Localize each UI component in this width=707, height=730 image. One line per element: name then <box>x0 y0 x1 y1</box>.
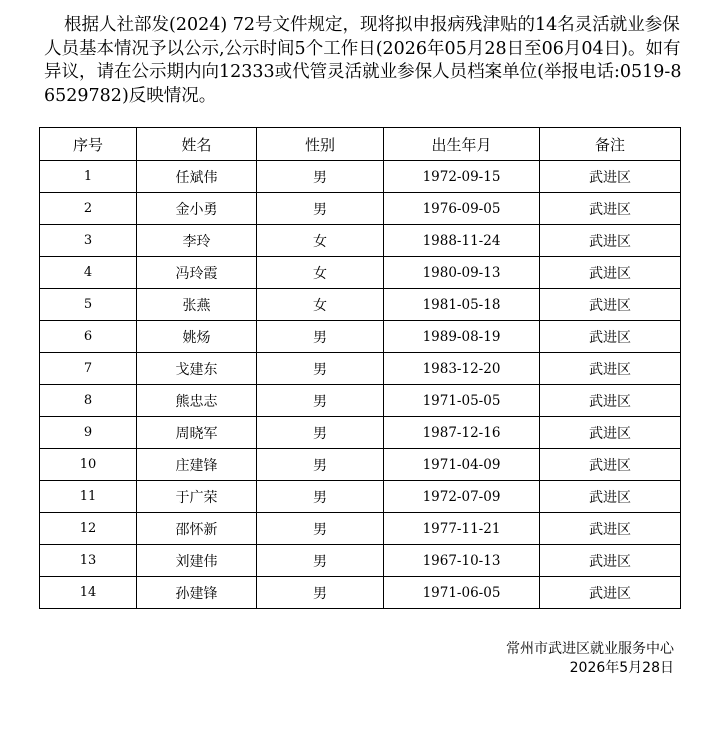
cell-name: 庄建锋 <box>137 449 257 481</box>
table-row <box>40 417 681 449</box>
cell-dob: 1976-09-05 <box>384 193 540 225</box>
cell-dob: 1983-12-20 <box>384 353 540 385</box>
table-row <box>40 225 681 257</box>
cell-note: 武进区 <box>540 193 681 225</box>
cell-dob: 1967-10-13 <box>384 545 540 577</box>
table-row <box>40 577 681 609</box>
cell-name: 邵怀新 <box>137 513 257 545</box>
cell-sex: 男 <box>257 417 384 449</box>
cell-seq: 4 <box>40 257 137 289</box>
cell-seq: 14 <box>40 577 137 609</box>
cell-note: 武进区 <box>540 385 681 417</box>
cell-note: 武进区 <box>540 257 681 289</box>
cell-name: 于广荣 <box>137 481 257 513</box>
cell-name: 张燕 <box>137 289 257 321</box>
table-row <box>40 289 681 321</box>
cell-sex: 男 <box>257 481 384 513</box>
cell-sex: 男 <box>257 161 384 193</box>
cell-sex: 男 <box>257 577 384 609</box>
table-row <box>40 545 681 577</box>
cell-sex: 男 <box>257 353 384 385</box>
table-row <box>40 449 681 481</box>
cell-dob: 1972-07-09 <box>384 481 540 513</box>
cell-note: 武进区 <box>540 577 681 609</box>
cell-sex: 女 <box>257 289 384 321</box>
cell-note: 武进区 <box>540 513 681 545</box>
applicant-table <box>39 127 681 609</box>
cell-name: 任斌伟 <box>137 161 257 193</box>
cell-seq: 10 <box>40 449 137 481</box>
cell-name: 戈建东 <box>137 353 257 385</box>
signature-block <box>506 640 674 678</box>
cell-seq: 7 <box>40 353 137 385</box>
table-row <box>40 161 681 193</box>
cell-sex: 女 <box>257 257 384 289</box>
cell-note: 武进区 <box>540 417 681 449</box>
table-row <box>40 353 681 385</box>
cell-dob: 1989-08-19 <box>384 321 540 353</box>
header-name: 姓名 <box>137 128 257 161</box>
cell-name: 孙建锋 <box>137 577 257 609</box>
cell-note: 武进区 <box>540 321 681 353</box>
cell-sex: 男 <box>257 385 384 417</box>
cell-sex: 女 <box>257 225 384 257</box>
cell-dob: 1988-11-24 <box>384 225 540 257</box>
table-row <box>40 321 681 353</box>
header-seq: 序号 <box>40 128 137 161</box>
cell-seq: 5 <box>40 289 137 321</box>
cell-dob: 1977-11-21 <box>384 513 540 545</box>
cell-dob: 1987-12-16 <box>384 417 540 449</box>
cell-note: 武进区 <box>540 449 681 481</box>
cell-seq: 11 <box>40 481 137 513</box>
header-note: 备注 <box>540 128 681 161</box>
cell-note: 武进区 <box>540 161 681 193</box>
cell-name: 冯玲霞 <box>137 257 257 289</box>
header-dob: 出生年月 <box>384 128 540 161</box>
cell-sex: 男 <box>257 545 384 577</box>
cell-note: 武进区 <box>540 225 681 257</box>
cell-name: 姚炀 <box>137 321 257 353</box>
table-row <box>40 513 681 545</box>
cell-seq: 1 <box>40 161 137 193</box>
table-row <box>40 193 681 225</box>
cell-dob: 1981-05-18 <box>384 289 540 321</box>
cell-sex: 男 <box>257 321 384 353</box>
cell-dob: 1972-09-15 <box>384 161 540 193</box>
cell-name: 周晓军 <box>137 417 257 449</box>
cell-name: 李玲 <box>137 225 257 257</box>
cell-note: 武进区 <box>540 289 681 321</box>
cell-note: 武进区 <box>540 481 681 513</box>
cell-note: 武进区 <box>540 545 681 577</box>
cell-dob: 1971-04-09 <box>384 449 540 481</box>
cell-seq: 8 <box>40 385 137 417</box>
cell-name: 金小勇 <box>137 193 257 225</box>
cell-seq: 2 <box>40 193 137 225</box>
issue-date: 2026年5月28日 <box>569 660 674 676</box>
table-body <box>40 161 681 609</box>
table-row <box>40 385 681 417</box>
cell-seq: 9 <box>40 417 137 449</box>
table-row <box>40 257 681 289</box>
cell-seq: 13 <box>40 545 137 577</box>
table-row <box>40 481 681 513</box>
cell-sex: 男 <box>257 193 384 225</box>
header-sex: 性别 <box>257 128 384 161</box>
cell-seq: 3 <box>40 225 137 257</box>
cell-name: 熊忠志 <box>137 385 257 417</box>
cell-name: 刘建伟 <box>137 545 257 577</box>
cell-seq: 12 <box>40 513 137 545</box>
cell-sex: 男 <box>257 449 384 481</box>
issuing-organization: 常州市武进区就业服务中心 <box>506 641 674 657</box>
cell-sex: 男 <box>257 513 384 545</box>
cell-dob: 1971-05-05 <box>384 385 540 417</box>
cell-seq: 6 <box>40 321 137 353</box>
cell-dob: 1971-06-05 <box>384 577 540 609</box>
cell-dob: 1980-09-13 <box>384 257 540 289</box>
cell-note: 武进区 <box>540 353 681 385</box>
notice-paragraph: 根据人社部发(2024) 72号文件规定，现将拟申报病残津贴的14名灵活就业参保人员基本情况予以公示,公示时间5个工作日(2026年05月28日至06月04日)。如有异议，请在公示期内向12333或代管灵活就业参保人员档案单位(举报电话:0519-86529782)反映情况。 <box>44 15 682 106</box>
table-header-row <box>40 128 681 161</box>
